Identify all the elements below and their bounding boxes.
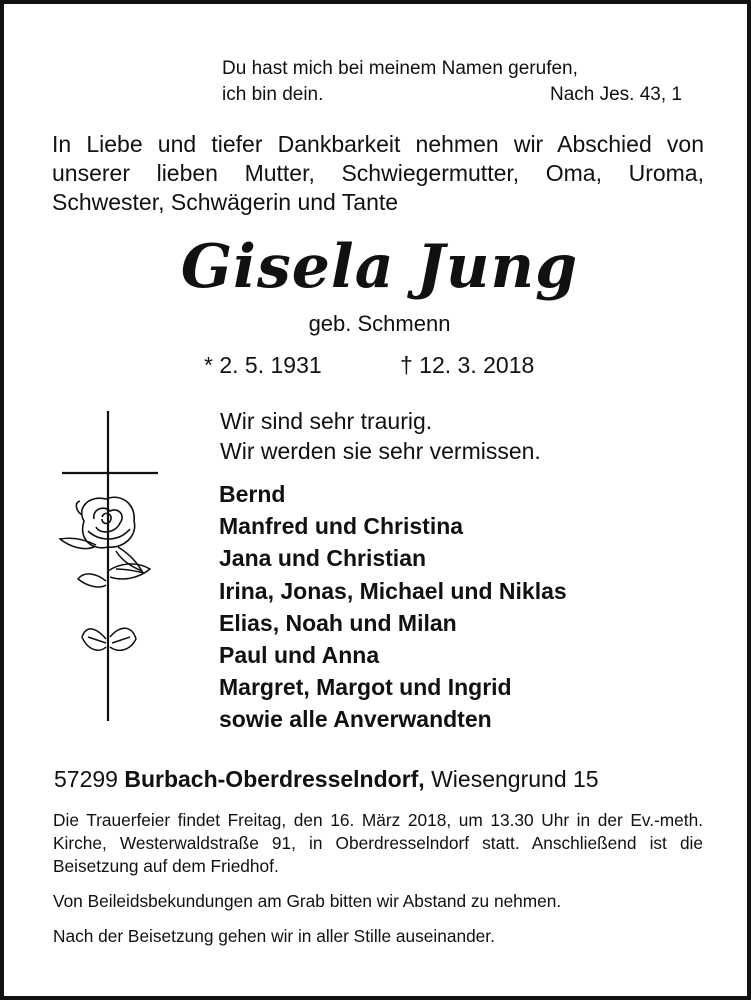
mourner-entry: Manfred und Christina [219,513,464,540]
mourner-entry: sowie alle Anverwandten [219,706,492,733]
deceased-name: Gisela Jung [180,232,579,302]
death-date: † 12. 3. 2018 [400,352,535,378]
condolence-note: Von Beileidsbekundungen am Grab bitten wir Abstand zu nehmen. [53,891,562,911]
mourning-line-1: Wir sind sehr traurig. [220,408,433,434]
mourner-entry: Irina, Jonas, Michael und Niklas [219,577,567,604]
mourner-entry: Paul und Anna [219,642,380,669]
mourning-message [220,406,541,466]
verse-line-1: Du hast mich bei meinem Namen gerufen, [222,58,578,79]
mourner-entry: Margret, Margot und Ingrid [219,674,512,701]
mourner-entry: Bernd [219,481,286,507]
postal-code: 57299 [54,766,118,792]
verse-line-2: ich bin dein. [222,84,324,105]
verse-reference: Nach Jes. 43, 1 [549,84,682,105]
mourners-list [219,478,567,736]
mourner-entry: Jana und Christian [219,545,427,572]
closing-note: Nach der Beisetzung gehen wir in aller Stille auseinander. [53,926,495,946]
family-address [54,764,599,794]
service-details: Die Trauerfeier findet Freitag, den 16. März 2018, um 13.30 Uhr in der Ev.-meth. Kirche, Westerwaldstraße 91, in Oberdresselndorf statt. Anschließend ist die Beisetzung auf dem Friedhof. [53,810,703,876]
town-name: Burbach-Oberdresselndorf, [124,766,425,792]
funeral-information [53,809,703,960]
farewell-intro: In Liebe und tiefer Dankbarkeit nehmen wir Abschied von unserer lieben Mutter, Schwiegermutter, Oma, Uroma, Schwester, Schwägerin und Tante [52,131,704,215]
bible-verse [222,56,682,108]
mourner-entry: Elias, Noah und Milan [219,609,457,636]
cross-with-rose-icon [54,411,164,723]
birth-name: geb. Schmenn [308,311,451,336]
birth-date: * 2. 5. 1931 [204,352,322,378]
street-address: Wiesengrund 15 [431,766,599,792]
mourning-line-2: Wir werden sie sehr vermissen. [220,438,541,464]
